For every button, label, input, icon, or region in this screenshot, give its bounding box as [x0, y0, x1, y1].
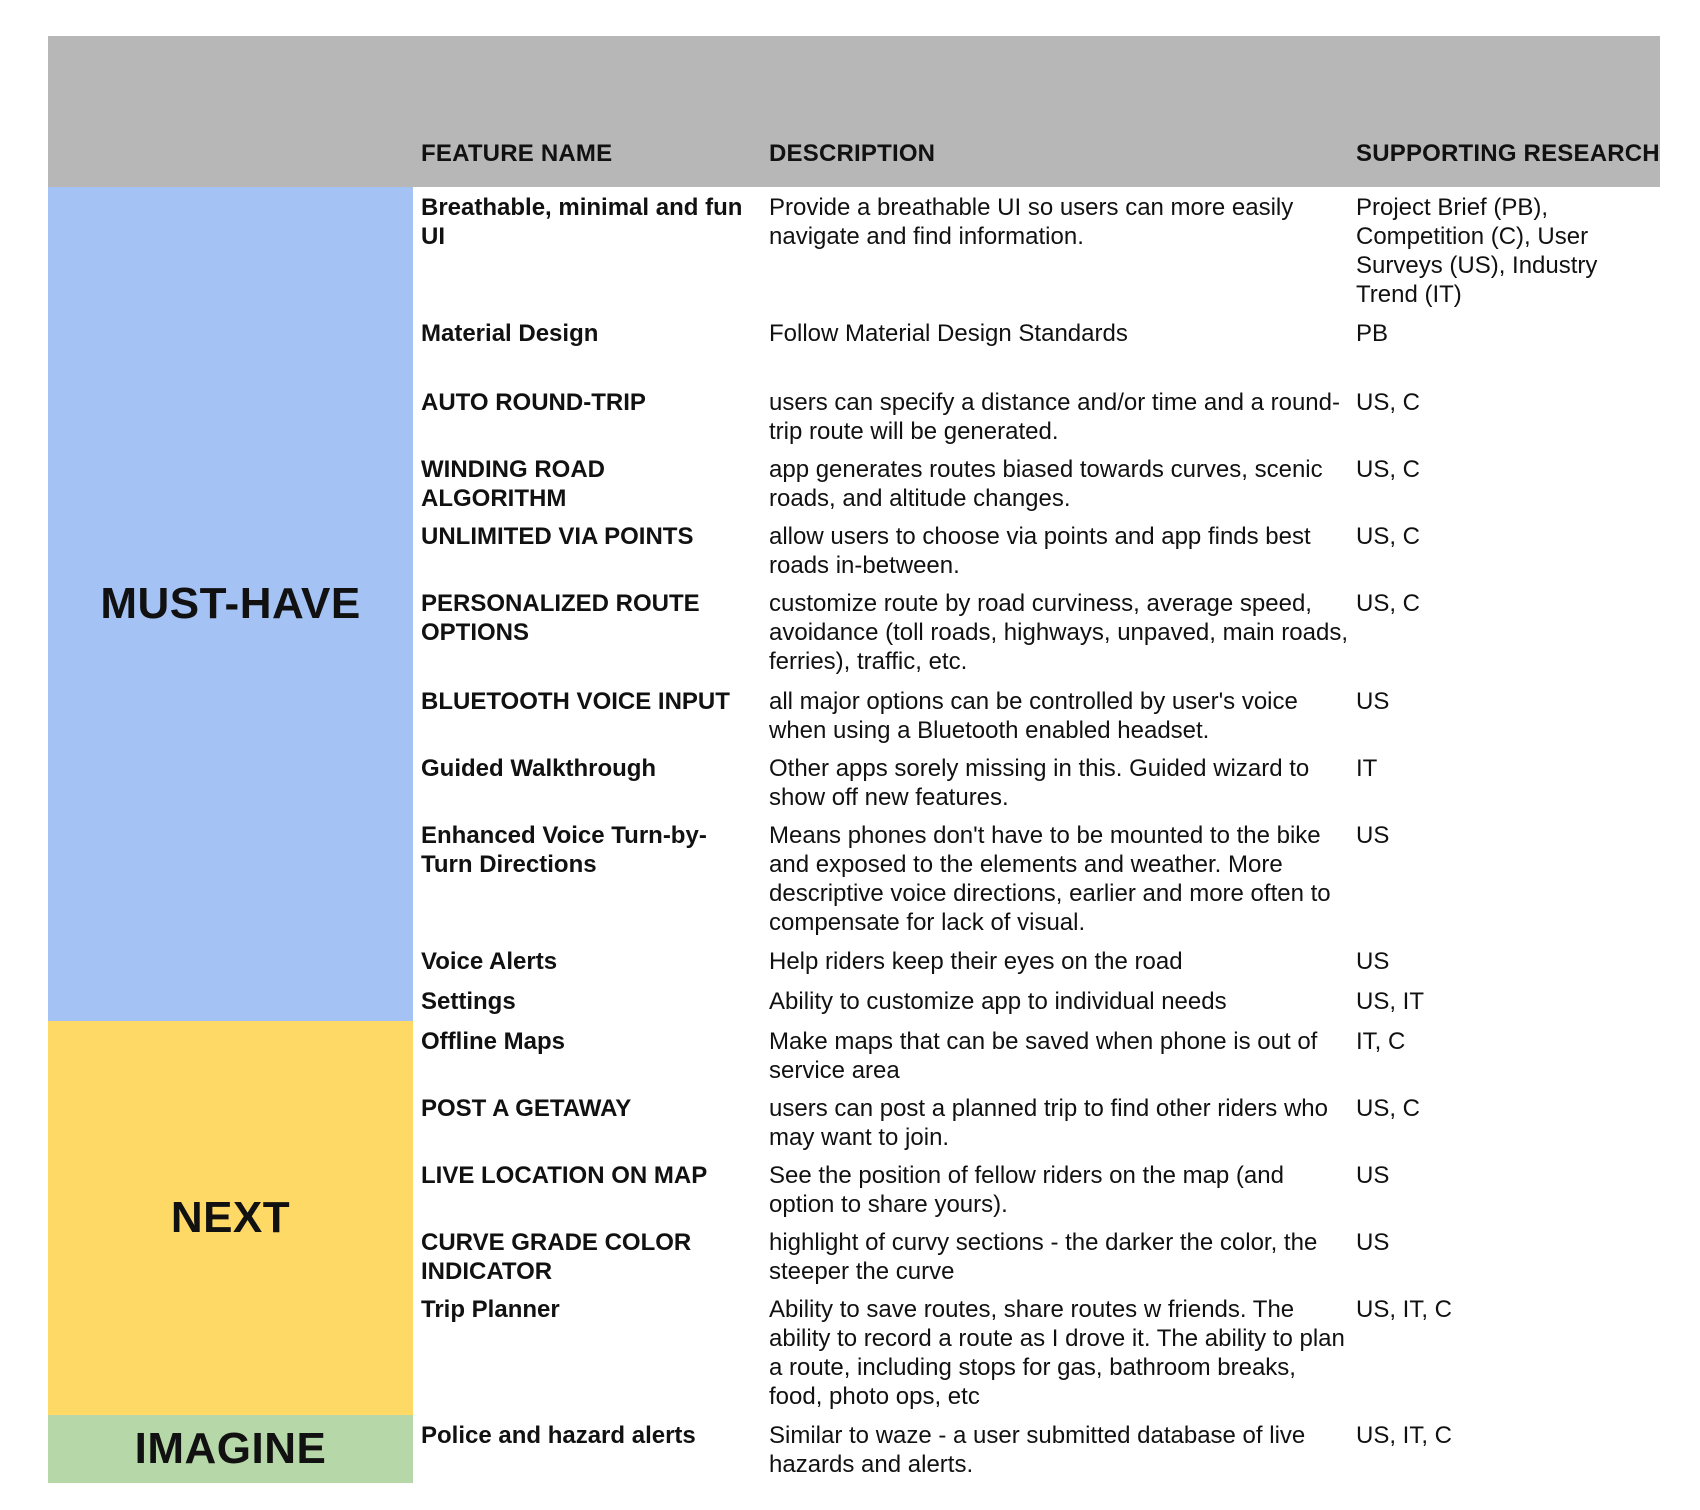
research-cell: US: [1356, 948, 1390, 975]
description-cell: Help riders keep their eyes on the road: [769, 948, 1183, 975]
research-cell: US: [1356, 822, 1390, 849]
feature-name-cell: Trip Planner: [421, 1296, 560, 1323]
description-cell: Ability to customize app to individual needs: [769, 988, 1227, 1015]
description-cell: app generates routes biased towards curves, scenic roads, and altitude changes.: [769, 456, 1323, 512]
description-cell: Follow Material Design Standards: [769, 320, 1128, 347]
table-header: [48, 36, 1660, 187]
description-cell: Ability to save routes, share routes w friends. The ability to record a route as I drove it. The ability to plan a route, including stops for gas, bathroom breaks, food, photo ops, etc: [769, 1296, 1345, 1410]
description-cell: users can post a planned trip to find other riders who may want to join.: [769, 1095, 1328, 1151]
description-cell: Means phones don't have to be mounted to the bike and exposed to the elements and weather. More descriptive voice directions, earlier and more often to compensate for lack of visual.: [769, 822, 1331, 936]
description-cell: Make maps that can be saved when phone is out of service area: [769, 1028, 1318, 1084]
category-next: NEXT: [48, 1021, 413, 1415]
research-cell: US, IT, C: [1356, 1422, 1453, 1449]
table-body: [48, 187, 1660, 1485]
header-supporting-research: SUPPORTING RESEARCH: [1356, 140, 1660, 167]
research-cell: US, IT, C: [1356, 1296, 1453, 1323]
research-cell: IT, C: [1356, 1028, 1406, 1055]
feature-name-cell: Breathable, minimal and fun UI: [421, 194, 743, 250]
feature-name-cell: BLUETOOTH VOICE INPUT: [421, 688, 730, 715]
feature-name-cell: WINDING ROAD ALGORITHM: [421, 456, 605, 512]
research-cell: PB: [1356, 320, 1389, 347]
header-feature-name: FEATURE NAME: [421, 140, 613, 167]
feature-name-cell: CURVE GRADE COLOR INDICATOR: [421, 1229, 692, 1285]
description-cell: allow users to choose via points and app finds best roads in-between.: [769, 523, 1311, 579]
category-must-have: MUST-HAVE: [48, 187, 413, 1021]
feature-name-cell: UNLIMITED VIA POINTS: [421, 523, 694, 550]
description-cell: all major options can be controlled by user's voice when using a Bluetooth enabled headset.: [769, 688, 1298, 744]
research-cell: US: [1356, 1229, 1390, 1256]
feature-name-cell: Voice Alerts: [421, 948, 558, 975]
research-cell: US, C: [1356, 389, 1421, 416]
description-cell: See the position of fellow riders on the map (and option to share yours).: [769, 1162, 1284, 1218]
research-cell: US, C: [1356, 1095, 1421, 1122]
description-cell: users can specify a distance and/or time and a round-trip route will be generated.: [769, 389, 1340, 445]
description-cell: highlight of curvy sections - the darker the color, the steeper the curve: [769, 1229, 1318, 1285]
research-cell: Project Brief (PB), Competition (C), User Surveys (US), Industry Trend (IT): [1356, 194, 1598, 308]
research-cell: US, C: [1356, 523, 1421, 550]
research-cell: US, C: [1356, 456, 1421, 483]
category-imagine: IMAGINE: [48, 1415, 413, 1483]
feature-name-cell: AUTO ROUND-TRIP: [421, 389, 646, 416]
feature-name-cell: Settings: [421, 988, 516, 1015]
feature-name-cell: Guided Walkthrough: [421, 755, 657, 782]
research-cell: US, C: [1356, 590, 1421, 617]
feature-name-cell: Police and hazard alerts: [421, 1422, 696, 1449]
description-cell: customize route by road curviness, average speed, avoidance (toll roads, highways, unpaved, main roads, ferries), traffic, etc.: [769, 590, 1348, 675]
feature-name-cell: POST A GETAWAY: [421, 1095, 632, 1122]
feature-name-cell: Enhanced Voice Turn-by-Turn Directions: [421, 822, 707, 878]
header-description: DESCRIPTION: [769, 140, 936, 167]
feature-name-cell: Material Design: [421, 320, 599, 347]
research-cell: IT: [1356, 755, 1378, 782]
feature-prioritization-table: [48, 36, 1660, 1485]
feature-name-cell: LIVE LOCATION ON MAP: [421, 1162, 708, 1189]
description-cell: Provide a breathable UI so users can more easily navigate and find information.: [769, 194, 1294, 250]
research-cell: US: [1356, 688, 1390, 715]
feature-name-cell: PERSONALIZED ROUTE OPTIONS: [421, 590, 700, 646]
research-cell: US: [1356, 1162, 1390, 1189]
description-cell: Other apps sorely missing in this. Guided wizard to show off new features.: [769, 755, 1310, 811]
description-cell: Similar to waze - a user submitted database of live hazards and alerts.: [769, 1422, 1306, 1478]
research-cell: US, IT: [1356, 988, 1425, 1015]
feature-name-cell: Offline Maps: [421, 1028, 566, 1055]
